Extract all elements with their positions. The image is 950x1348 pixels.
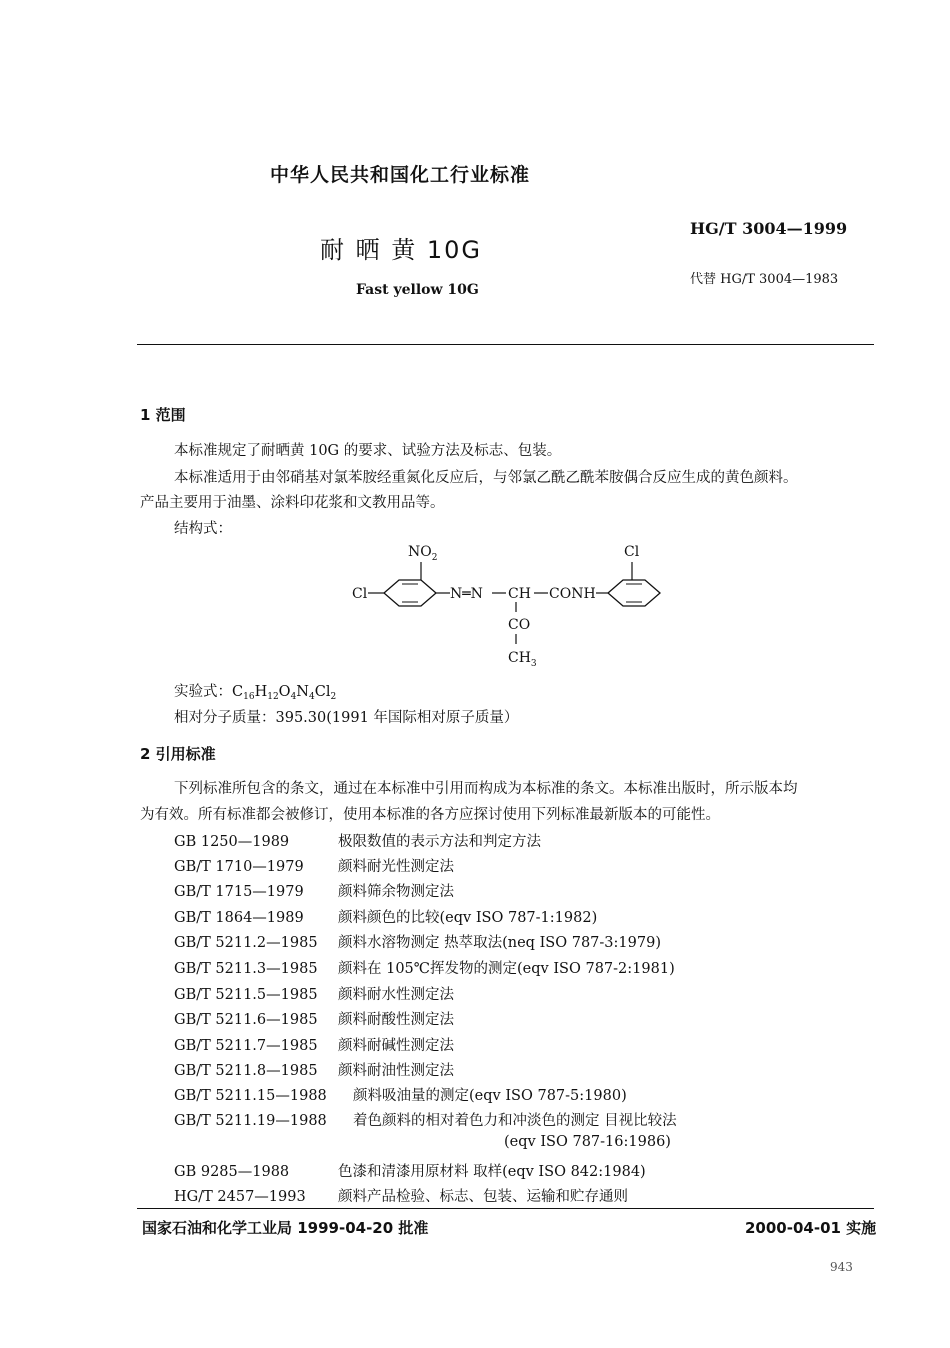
co-label: CO [508, 617, 531, 633]
section-1-heading: 1 范围 [140, 406, 186, 424]
replaces-standard: 代替 HG/T 3004—1983 [690, 272, 839, 287]
standard-code: HG/T 3004—1999 [690, 219, 848, 238]
list-item: GB/T 5211.19—1988 着色颜料的相对着色力和冲淡色的测定 目视比较法 [174, 1113, 677, 1129]
document-title: 耐 晒 黄 10G [320, 236, 483, 264]
cl-left-label: Cl [352, 586, 368, 602]
structure-label: 结构式： [174, 521, 232, 537]
list-item: GB/T 5211.15—1988 颜料吸油量的测定(eqv ISO 787-5:1980) [174, 1088, 627, 1104]
list-item: GB/T 5211.6—1985 颜料耐酸性测定法 [174, 1012, 454, 1028]
section-2-paragraph-continued: 为有效。所有标准都会被修订，使用本标准的各方应探讨使用下列标准最新版本的可能性。 [140, 807, 720, 823]
list-item: GB/T 1864—1989 颜料颜色的比较(eqv ISO 787-1:1982) [174, 910, 598, 926]
section-2-paragraph: 下列标准所包含的条文，通过在本标准中引用而构成为本标准的条文。本标准出版时，所示版本均 [174, 781, 798, 797]
ch3-label: $CH_3$ [508, 650, 537, 669]
conh-label: CONH [549, 586, 596, 602]
section-1-paragraph-2-continued: 产品主要用于油墨、涂料印花浆和文教用品等。 [140, 495, 445, 511]
list-item: GB/T 5211.2—1985 颜料水溶物测定 热萃取法(neq ISO 787-3:1979) [174, 935, 661, 951]
list-item: GB 9285—1988 色漆和清漆用原材料 取样(eqv ISO 842:1984) [174, 1164, 646, 1180]
list-item: HG/T 2457—1993 颜料产品检验、标志、包装、运输和贮存通则 [174, 1189, 628, 1205]
empirical-formula: 实验式：$C_{16}H_{12}O_4N_4Cl_2$ [174, 684, 337, 702]
list-item: (eqv ISO 787-16:1986) [504, 1134, 671, 1150]
approval-statement: 国家石油和化学工业局 1999-04-20 批准 [142, 1219, 429, 1237]
no2-label: $NO_2$ [408, 544, 438, 563]
footer-rule [137, 1208, 874, 1209]
molecular-mass: 相对分子质量：395.30(1991 年国际相对原子质量） [174, 710, 519, 726]
list-item: GB/T 5211.5—1985 颜料耐水性测定法 [174, 987, 454, 1003]
list-item: GB/T 5211.8—1985 颜料耐油性测定法 [174, 1063, 454, 1079]
chemical-structure [340, 538, 680, 673]
document-title-english: Fast yellow 10G [356, 282, 479, 298]
list-item: GB/T 1715—1979 颜料筛余物测定法 [174, 884, 454, 900]
cl-right-label: Cl [624, 544, 640, 560]
list-item: GB 1250—1989 极限数值的表示方法和判定方法 [174, 834, 541, 850]
section-2-heading: 2 引用标准 [140, 745, 216, 763]
list-item: GB/T 5211.7—1985 颜料耐碱性测定法 [174, 1038, 454, 1054]
header-rule [137, 344, 874, 345]
list-item: GB/T 5211.3—1985 颜料在 105℃挥发物的测定(eqv ISO 787-2:1981) [174, 961, 675, 977]
page-number: 943 [830, 1260, 853, 1274]
azo-label: N═N [450, 586, 483, 602]
section-1-paragraph-1: 本标准规定了耐晒黄 10G 的要求、试验方法及标志、包装。 [174, 443, 562, 459]
ch-label: CH [508, 586, 531, 602]
list-item: GB/T 1710—1979 颜料耐光性测定法 [174, 859, 454, 875]
implementation-date: 2000-04-01 实施 [745, 1219, 877, 1237]
section-1-paragraph-2: 本标准适用于由邻硝基对氯苯胺经重氮化反应后，与邻氯乙酰乙酰苯胺偶合反应生成的黄色颜料。 [174, 470, 798, 486]
standard-category: 中华人民共和国化工行业标准 [270, 164, 531, 186]
